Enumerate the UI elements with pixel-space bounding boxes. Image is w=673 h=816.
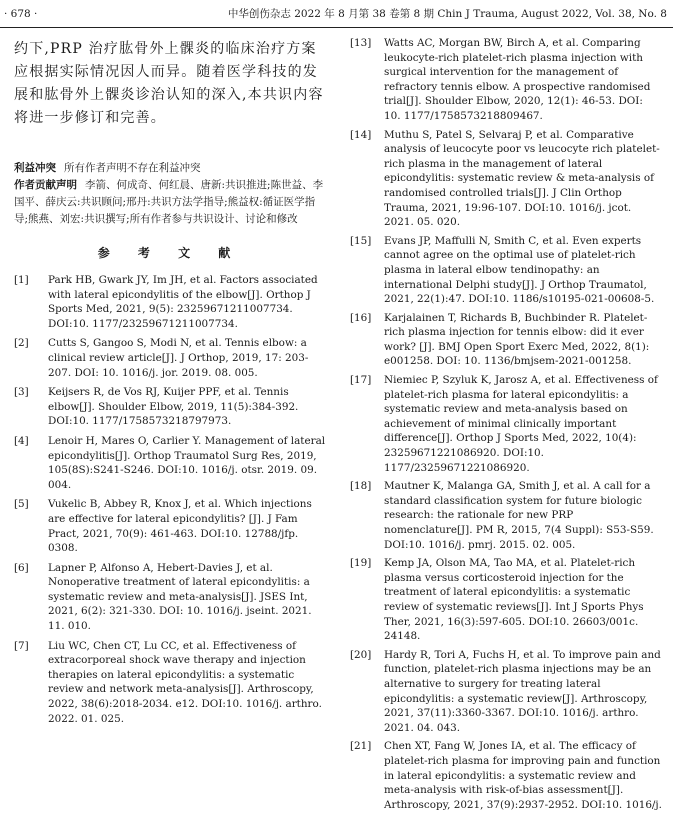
reference-number: [4] — [14, 434, 29, 447]
reference-number: [5] — [14, 498, 29, 511]
reference-item — [14, 561, 326, 634]
reference-number: [7] — [14, 639, 29, 652]
reference-text: Park HB, Gwark JY, Im JH, et al. Factors associated with lateral epicondylitis of the elbow[J]. Orthop J Sports Med, 2021, 9(5): 23259671211007734. DOI:10. 1177/23259671211007734. — [48, 274, 318, 330]
reference-number: [16] — [350, 311, 372, 324]
reference-text: Lenoir H, Mares O, Carlier Y. Management of lateral epicondylitis[J]. Orthop Traumatol Surg Res, 2019, 105(8S):S241-S246. DOI:10. 1016/j. otsr. 2019. 09. 004. — [48, 434, 326, 491]
reference-text: Watts AC, Morgan BW, Birch A, et al. Comparing leukocyte-rich platelet-rich plasma injection with surgical intervention for the management of refractory tennis elbow. A prospective randomised trial[J]. Shoulder Elbow, 2020, 12(1): 46-53. DOI: 10. 1177/1758573218809467. — [384, 37, 651, 122]
reference-text: Lapner P, Alfonso A, Hebert-Davies J, et al. Nonoperative treatment of lateral epicondylitis: a systematic review and meta-analysis[J]. JSES Int, 2021, 6(2): 321-330. DOI: 10. 1016/j. jseint. 2021. 11. 010. — [48, 561, 312, 633]
reference-item — [350, 311, 662, 369]
reference-number: [17] — [350, 374, 372, 387]
references-title: 参 考 文 献 — [97, 246, 243, 260]
reference-item — [350, 479, 662, 552]
reference-text: Vukelic B, Abbey R, Knox J, et al. Which injections are effective for lateral epicondylitis? [J]. J Fam Pract, 2021, 70(9): 461-463. DOI:10. 12788/jfp. 0308. — [48, 498, 312, 555]
header-rule — [0, 27, 673, 28]
reference-number: [3] — [14, 386, 29, 399]
reference-item — [350, 373, 662, 475]
reference-item — [350, 739, 662, 812]
reference-text: Keijsers R, de Vos RJ, Kuijer PPF, et al. Tennis elbow[J]. Shoulder Elbow, 2019, 11(5):384-392. DOI:10. 1177/1758573218797973. — [48, 386, 299, 428]
reference-number: [20] — [350, 648, 372, 661]
contribution-statement — [14, 177, 326, 228]
reference-text: Muthu S, Patel S, Selvaraj P, et al. Comparative analysis of leucocyte poor vs leucocyte rich platelet-rich plasma in the management of lateral epicondylitis: systematic review & meta-analysis of randomised controlled trials[J]. J Clin Orthop Trauma, 2021, 19:96-107. DOI:10. 1016/j. jcot. 2021. 05. 020. — [384, 128, 660, 229]
reference-text: Kemp JA, Olson MA, Tao MA, et al. Platelet-rich plasma versus corticosteroid injection for the treatment of lateral epicondylitis: a systematic review of systematic reviews[J]. Int J Sports Phys Ther, 2021, 16(3):597-605. DOI:10. 26603/001c. 24148. — [384, 557, 644, 643]
reference-text: Cutts S, Gangoo S, Modi N, et al. Tennis elbow: a clinical review article[J]. J Orthop, 2019, 17: 203-207. DOI: 10. 1016/j. jor. 2019. 08. 005. — [48, 337, 309, 379]
reference-text: Evans JP, Maffulli N, Smith C, et al. Even experts cannot agree on the optimal use of platelet-rich plasma in lateral elbow tendinopathy: an international Delphi study[J]. J Orthop Traumatol, 2021, 22(1):47. DOI:10. 1186/s10195-021-00608-5. — [384, 234, 655, 306]
reference-text: Niemiec P, Szyluk K, Jarosz A, et al. Effectiveness of platelet-rich plasma for lateral epicondylitis: a systematic review and meta-analysis based on achievement of minimal clinically important difference[J]. Orthop J Sports Med, 2022, 10(4): 23259671221086920. DOI:10. 1177/23259671221086920. — [384, 374, 658, 474]
reference-text: Chen XT, Fang W, Jones IA, et al. The efficacy of platelet-rich plasma for improving pain and function in lateral epicondylitis: a systematic review and meta-analysis with risk-of-bias assessment[J]. Arthroscopy, 2021, 37(9):2937-2952. DOI:10. 1016/j. — [384, 740, 662, 811]
contribution-text: 李箭、何成奇、何红晨、唐新:共识推进;陈世益、李国平、薛庆云:共识顾问;邢丹:共识方法学指导;熊益权:循证医学指导;熊燕、刘宏:共识撰写;所有作者参与共识设计、讨论和修改 — [14, 179, 324, 225]
intro-text: 约下,PRP 治疗肱骨外上髁炎的临床治疗方案应根据实际情况因人而异。随着医学科技的发展和肱骨外上髁炎诊治认知的深入,本共识内容将进一步修订和完善。 — [14, 41, 324, 126]
reference-item — [14, 336, 326, 380]
conflict-statement — [14, 160, 326, 177]
left-column — [14, 36, 326, 731]
reference-number: [21] — [350, 740, 372, 753]
reference-item — [14, 385, 326, 429]
intro-paragraph — [14, 38, 326, 130]
reference-text: Mautner K, Malanga GA, Smith J, et al. A call for a standard classification system for future biologic research: the rationale for new PRP nomenclature[J]. PM R, 2015, 7(4 Suppl): S53-S59. DOI:10. 1016/j. pmrj. 2015. 02. 005. — [384, 480, 654, 551]
page-header — [4, 6, 667, 22]
reference-number: [6] — [14, 561, 29, 574]
reference-item — [350, 36, 662, 124]
declarations — [14, 160, 326, 228]
reference-number: [1] — [14, 274, 29, 286]
reference-text: Liu WC, Chen CT, Lu CC, et al. Effectiveness of extracorporeal shock wave therapy and injection therapies on lateral epicondylitis: a systematic review and network meta-analysis[J]. Arthroscopy, 2022, 38(6):2018-2034. e12. DOI:10. 1016/j. arthro. 2022. 01. 025. — [48, 639, 322, 725]
reference-item — [350, 234, 662, 307]
reference-number: [18] — [350, 480, 372, 493]
conflict-label: 利益冲突 — [14, 162, 56, 174]
conflict-text: 所有作者声明不存在利益冲突 — [64, 162, 201, 174]
right-column — [350, 36, 662, 816]
reference-item — [14, 497, 326, 555]
reference-number: [2] — [14, 337, 29, 350]
journal-citation: 中华创伤杂志 2022 年 8 月第 38 卷第 8 期 Chin J Trauma, August 2022, Vol. 38, No. 8 — [227, 8, 667, 20]
reference-number: [19] — [350, 557, 372, 570]
reference-item — [350, 128, 662, 230]
reference-number: [14] — [350, 128, 372, 141]
reference-number: [15] — [350, 234, 372, 247]
reference-item — [14, 434, 326, 492]
page-number: · 678 · — [4, 8, 38, 20]
reference-item — [14, 639, 326, 727]
reference-item — [14, 273, 326, 331]
reference-item — [350, 648, 662, 736]
reference-text: Hardy R, Tori A, Fuchs H, et al. To improve pain and function, platelet-rich plasma injections may be an alternative to surgery for treating lateral epicondylitis: a systematic review[J]. Arthroscopy, 2021, 37(11):3360-3367. DOI:10. 1016/j. arthro. 2021. 04. 043. — [384, 648, 661, 734]
reference-text: Karjalainen T, Richards B, Buchbinder R. Platelet-rich plasma injection for tennis elbow: did it ever work? [J]. BMJ Open Sport Exerc Med, 2022, 8(1): e001258. DOI: 10. 1136/bmjsem-2021-001258. — [384, 311, 650, 368]
reference-number: [13] — [350, 37, 372, 49]
reference-item — [350, 556, 662, 644]
contribution-label: 作者贡献声明 — [14, 179, 77, 191]
